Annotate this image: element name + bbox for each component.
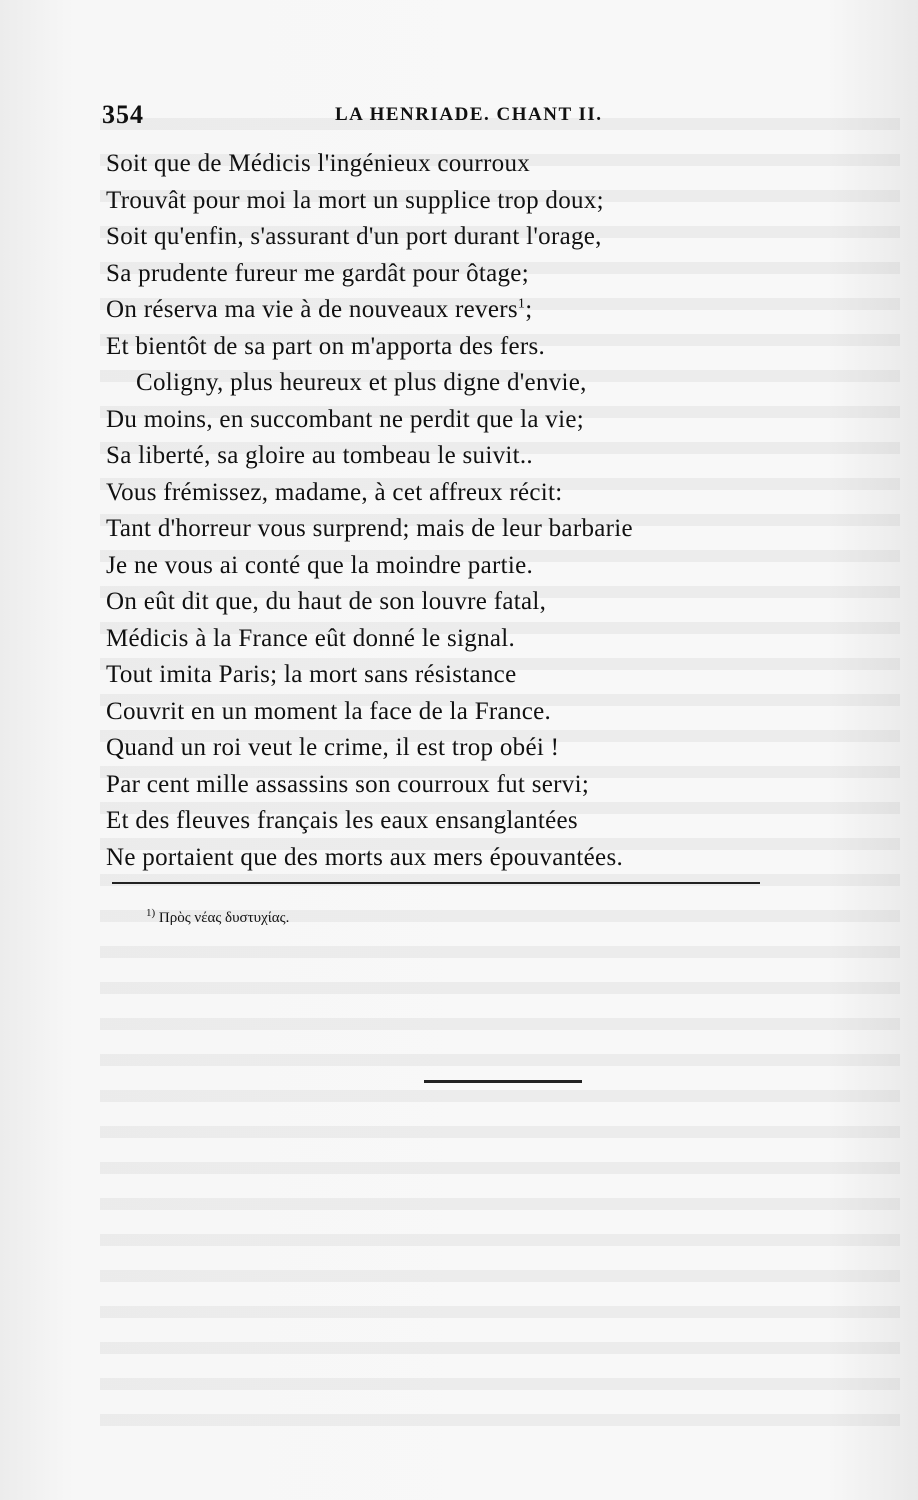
verse-line: Couvrit en un moment la face de la France. [106,697,552,725]
running-title: LA HENRIADE. CHANT II. [335,104,603,125]
verse-line: Par cent mille assassins son courroux fut servi; [106,770,590,798]
verse-line-with-footnote: On réserva ma vie à de nouveaux revers$^1$; [106,296,533,323]
footnote [146,907,290,927]
page-header [102,100,622,136]
verse-line: Du moins, en succombant ne perdit que la vie; [106,405,584,433]
footnote-text: Πρὸς νέας δυστυχίας. [158,910,290,926]
verse-line: Et bientôt de sa part on m'apporta des fers. [106,332,546,360]
verse-line: Ne portaient que des morts aux mers épouvantées. [106,843,624,871]
footnote-marker: 1) [146,907,156,919]
verse-line: Sa liberté, sa gloire au tombeau le suivit.. [106,442,533,469]
footnote-reference: 1 [517,296,526,312]
verse-line: Tout imita Paris; la mort sans résistance [106,661,517,688]
verse-line: Trouvât pour moi la mort un supplice trop doux; [106,186,604,214]
page-number: 354 [102,100,144,129]
poem-text [106,146,786,876]
verse-line: Quand un roi veut le crime, il est trop obéi ! [106,734,560,761]
verse-text: On réserva ma vie à de nouveaux revers [106,296,518,323]
verse-line: Vous frémissez, madame, à cet affreux récit: [106,478,563,506]
end-of-page-rule [424,1080,582,1083]
verse-line: Soit que de Médicis l'ingénieux courroux [106,150,531,177]
verse-line: Soit qu'enfin, s'assurant d'un port durant l'orage, [106,223,602,250]
verse-line: Et des fleuves français les eaux ensanglantées [106,807,578,834]
verse-line: Je ne vous ai conté que la moindre partie. [106,551,534,579]
verse-line: Médicis à la France eût donné le signal. [106,624,516,652]
verse-line: Coligny, plus heureux et plus digne d'envie, [136,369,587,396]
verse-line: On eût dit que, du haut de son louvre fatal, [106,588,547,615]
verse-line: Tant d'horreur vous surprend; mais de leur barbarie [106,515,633,542]
footnote-divider [112,882,760,884]
verse-line: Sa prudente fureur me gardât pour ôtage; [106,259,529,287]
